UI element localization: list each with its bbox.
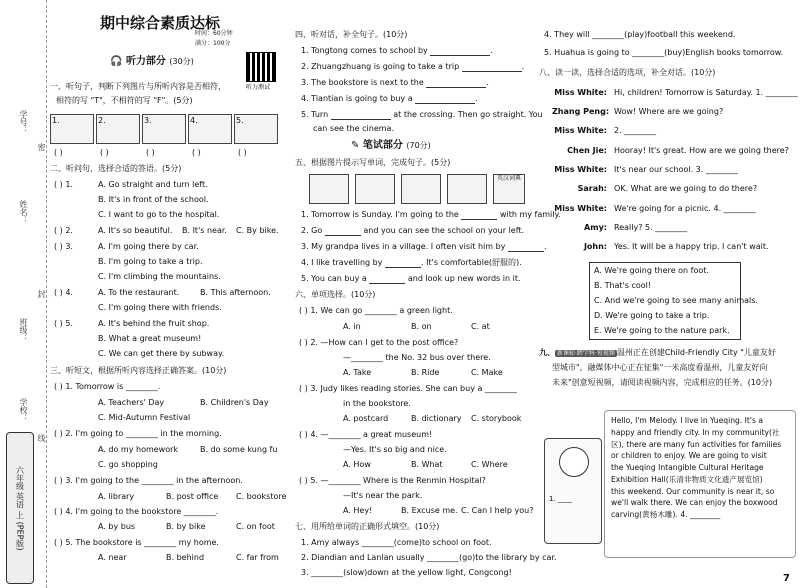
option: A. How (343, 460, 371, 469)
story-line: or children to enjoy. We are going to visit (611, 451, 767, 461)
option: B. What (411, 460, 443, 469)
pic-num: 1. (52, 116, 60, 125)
dialog-line: Really? 5. ________ (614, 223, 688, 232)
student-number-label: 学号： (19, 110, 28, 134)
pic-num: 5. (236, 116, 244, 125)
speaker: Zhang Peng: (552, 107, 610, 116)
option: B. on (411, 322, 432, 331)
option: C. We can get there by subway. (98, 349, 225, 358)
q5-item: 1. Tomorrow is Sunday. I'm going to the with my family. (301, 210, 561, 219)
q2-num[interactable]: ( ) 2. (54, 226, 73, 235)
class-label: 班级： (19, 318, 28, 342)
q6-question[interactable]: ( ) 5. —________ Where is the Renmin Hospital? (299, 476, 486, 485)
listening-heading: 🎧 听力部分 (30分) (110, 56, 194, 67)
q9-instruction-3: 未来"创意短视频，请阅读视频内容，完成相应的任务。(10分) (552, 378, 773, 387)
q1-instruction-2: 相符的写 "T"，不相符的写 "F"。(5分) (56, 96, 193, 105)
q3-question[interactable]: ( ) 4. I'm going to the bookstore ________. (54, 507, 219, 516)
tag-badge: 新课标·跨学科·短视频 (557, 350, 615, 357)
cut-mark: 封 (37, 290, 46, 298)
speaker: Miss White: (554, 126, 607, 135)
q6-question-cont: —It's near the park. (343, 491, 423, 500)
option: A. in (343, 322, 361, 331)
face-icon (559, 447, 589, 477)
q7-item[interactable]: 3. ________(slow)down at the yellow light, Congcong! (301, 568, 512, 577)
q1-instruction: 一、听句子，判断下列图片与所听内容是否相符， (50, 82, 226, 91)
answer-blank[interactable] (461, 211, 497, 220)
page-number: 7 (783, 573, 790, 584)
q6-question[interactable]: ( ) 1. We can go ________ a green light. (299, 306, 453, 315)
picture-go-straight (355, 174, 395, 204)
q6-question[interactable]: ( ) 3. Judy likes reading stories. She can buy a ________ (299, 384, 517, 393)
story-line: carving(黄杨木雕). 4. ________ (611, 510, 721, 520)
q4-item-cont: can see the cinema. (313, 124, 394, 133)
q5-item: 4. I like travelling by . It's comfortable(舒服的). (301, 258, 522, 267)
answer-blank[interactable] (325, 227, 361, 236)
answer-blank[interactable] (430, 47, 490, 56)
q7-item[interactable]: 2. Diandian and Lanlan usually ________(go)to the library by car. (301, 553, 557, 562)
option: A. do my homework (98, 445, 179, 454)
option: C. far from (236, 553, 279, 562)
dialog-line: Yes. It will be a happy trip. I can't wait. (614, 242, 769, 251)
speaker: Miss White: (554, 204, 607, 213)
q6-question[interactable]: ( ) 2. —How can I get to the post office? (299, 338, 459, 347)
q9-instruction: 九、 新课标·跨学科·短视频 温州正在创建Child-Friendly City "儿童友好 (539, 348, 776, 357)
q2-instruction: 二、听问句，选择合适的答语。(5分) (50, 164, 182, 173)
dialog-line: We're going for a picnic. 4. ________ (614, 204, 756, 213)
answer-blank[interactable] (331, 111, 391, 120)
option: C. at (471, 322, 490, 331)
option: C. Can I help you? (461, 506, 534, 515)
answer-blank[interactable] (415, 95, 475, 104)
option: B. Children's Day (200, 398, 269, 407)
option: D. We're going to take a trip. (594, 311, 710, 320)
answer-blank[interactable] (462, 63, 522, 72)
option: A. near (98, 553, 127, 562)
speaker: Miss White: (554, 88, 607, 97)
answer-blank[interactable] (508, 243, 544, 252)
option: C. go shopping (98, 460, 158, 469)
qr-code-icon[interactable] (246, 52, 276, 82)
q3-instruction: 三、听短文，根据所听内容选择正确答案。(10分) (50, 366, 227, 375)
speaker: Chen Jie: (567, 146, 607, 155)
score-info: 满分：100分 (195, 40, 231, 47)
q2-num[interactable]: ( ) 5. (54, 319, 73, 328)
picture-dictionary: 英汉词典 (493, 174, 525, 204)
dialog-line: OK. What are we going to do there? (614, 184, 758, 193)
option: C. I'm going there with friends. (98, 303, 222, 312)
option: C. By bike. (236, 226, 279, 235)
option: C. Where (471, 460, 508, 469)
option: C. I'm climbing the mountains. (98, 272, 221, 281)
answer-bracket[interactable]: ( ) (238, 148, 247, 157)
q6-question-cont: —Yes. It's so big and nice. (343, 445, 447, 454)
q3-question[interactable]: ( ) 1. Tomorrow is ________. (54, 382, 161, 391)
answer-blank[interactable]: 1. ____ (549, 495, 572, 503)
time-info: 时间：60分钟 (195, 30, 233, 37)
option: C. bookstore (236, 492, 287, 501)
pic-num: 3. (144, 116, 152, 125)
option: C. Mid-Autumn Festival (98, 413, 191, 422)
q7-item[interactable]: 1. Amy always ________(come)to school on foot. (301, 538, 492, 547)
option: C. Make (471, 368, 503, 377)
option: B. do some kung fu (200, 445, 278, 454)
school-label: 学校： (19, 398, 28, 422)
speaker: Amy: (584, 223, 607, 232)
option: A. I'm going there by car. (98, 242, 199, 251)
option: A. Hey! (343, 506, 373, 515)
story-line: Exhibition Hall(乐清非物质文化遗产展览馆) (611, 474, 763, 484)
answer-bracket[interactable]: ( ) (146, 148, 155, 157)
picture-train (447, 174, 487, 204)
option: C. I want to go to the hospital. (98, 210, 220, 219)
picture-bike (401, 174, 441, 204)
q4-item: 3. The bookstore is next to the . (301, 78, 489, 87)
answer-blank[interactable] (369, 275, 405, 284)
option: A. Take (343, 368, 372, 377)
q5-item: 2. Go and you can see the school on your left. (301, 226, 525, 235)
binding-strip (0, 0, 47, 588)
option: A. library (98, 492, 135, 501)
option: A. It's behind the fruit shop. (98, 319, 210, 328)
option: B. Excuse me. (401, 506, 458, 515)
option: B. What a great museum! (98, 334, 202, 343)
pic-num: 4. (190, 116, 198, 125)
dialog-line: Hi, children! Tomorrow is Saturday. 1. ________ (614, 88, 798, 97)
girl-avatar (544, 438, 602, 544)
answer-bracket[interactable]: ( ) (192, 148, 201, 157)
grade-box: 六年级 英语 上 (PEP版) (6, 432, 34, 584)
option: B. Ride (411, 368, 440, 377)
option: B. post office (166, 492, 219, 501)
option: A. It's so beautiful. (98, 226, 173, 235)
q4-item: 4. Tiantian is going to buy a . (301, 94, 478, 103)
q5-instruction: 五、根据图片提示写单词，完成句子。(5分) (295, 158, 451, 167)
option: B. It's in front of the school. (98, 195, 209, 204)
story-line: this weekend. Our community is near it, so (611, 486, 775, 496)
name-label: 姓名： (19, 200, 28, 224)
q4-instruction: 四、听对话，补全句子。(10分) (295, 30, 408, 39)
option: B. This afternoon. (200, 288, 271, 297)
q6-question[interactable]: ( ) 4. —________ a great museum! (299, 430, 433, 439)
dialog-line: Wow! Where are we going? (614, 107, 724, 116)
speaker: Sarah: (577, 184, 607, 193)
cut-mark: 密 (37, 143, 46, 151)
q6-question-cont: —________ the No. 32 bus over there. (343, 353, 491, 362)
story-box (604, 410, 796, 558)
option: B. by bike (166, 522, 206, 531)
story-line: we'll walk there. We can enjoy the boxwood (611, 498, 778, 508)
q3-question[interactable]: ( ) 2. I'm going to ________ in the morning. (54, 429, 222, 438)
q5-item: 5. You can buy a and look up new words in it. (301, 274, 521, 283)
option: C. And we're going to see many animals. (594, 296, 758, 305)
option: B. It's near. (182, 226, 227, 235)
story-line: Hello, I'm Melody. I live in Yueqing. It's a (611, 416, 764, 425)
dialog-line: Hooray! It's great. How are we going there? (614, 146, 789, 155)
option: E. We're going to the nature park. (594, 326, 730, 335)
pic-num: 2. (98, 116, 106, 125)
option: A. Teachers' Day (98, 398, 165, 407)
q7-instruction: 七、用所给单词的正确形式填空。(10分) (295, 522, 440, 531)
option: B. dictionary (411, 414, 462, 423)
q3-question[interactable]: ( ) 3. I'm going to the ________ in the afternoon. (54, 476, 243, 485)
dialog-line: It's near our school. 3. ________ (614, 165, 738, 174)
dialog-line: 2. ________ (614, 126, 657, 135)
q2-num[interactable]: ( ) 3. (54, 242, 73, 251)
q4-item: 1. Tongtong comes to school by . (301, 46, 493, 55)
option: B. behind (166, 553, 205, 562)
story-line: happy and friendly city. In my community(社 (611, 427, 780, 437)
option: B. I'm going to take a trip. (98, 257, 203, 266)
option: C. on foot (236, 522, 275, 531)
option: C. storybook (471, 414, 522, 423)
q5-item: 3. My grandpa lives in a village. I often visit him by . (301, 242, 547, 251)
q6-instruction: 六、单项选择。(10分) (295, 290, 376, 299)
option: B. That's cool! (594, 281, 652, 290)
q7-item[interactable]: 5. Huahua is going to ________(buy)English books tomorrow. (544, 48, 784, 57)
story-line: the Yueqing Intangible Cultural Heritage (611, 463, 764, 473)
q2-num[interactable]: ( ) 4. (54, 288, 73, 297)
q9-instruction-2: 型城市"，融媒体中心正在征集"一米高度看温州，儿童友好向 (552, 363, 768, 372)
page-title: 期中综合素质达标 (100, 14, 221, 32)
q4-item: 2. Zhuangzhuang is going to take a trip . (301, 62, 525, 71)
picture-cinema (309, 174, 349, 204)
option: A. To the restaurant. (98, 288, 180, 297)
option: A. Go straight and turn left. (98, 180, 208, 189)
q3-question[interactable]: ( ) 5. The bookstore is ________ my home. (54, 538, 219, 547)
written-heading: ✎ 笔试部分 (70分) (351, 140, 431, 151)
option: A. postcard (343, 414, 389, 423)
answer-blank[interactable] (426, 79, 486, 88)
answer-bracket[interactable]: ( ) (54, 148, 63, 157)
speaker: John: (583, 242, 607, 251)
q8-instruction: 八、读一读，选择合适的选项，补全对话。(10分) (539, 68, 716, 77)
listening-test-label: 听力测试 (246, 84, 271, 91)
answer-bracket[interactable]: ( ) (100, 148, 109, 157)
q4-item: 5. Turn at the crossing. Then go straight. You (301, 110, 543, 119)
answer-blank[interactable] (385, 259, 421, 268)
story-line: 区), there are many fun activities for families (611, 439, 782, 449)
cut-mark: 线 (37, 434, 46, 442)
speaker: Miss White: (554, 165, 607, 174)
pencil-icon: ✎ (351, 140, 360, 151)
option: A. by bus (98, 522, 136, 531)
q7-item[interactable]: 4. They will ________(play)football this weekend. (544, 30, 736, 39)
headphones-icon: 🎧 (110, 56, 123, 67)
q2-num[interactable]: ( ) 1. (54, 180, 73, 189)
q6-question-cont: in the bookstore. (343, 399, 411, 408)
option: A. We're going there on foot. (594, 266, 709, 275)
